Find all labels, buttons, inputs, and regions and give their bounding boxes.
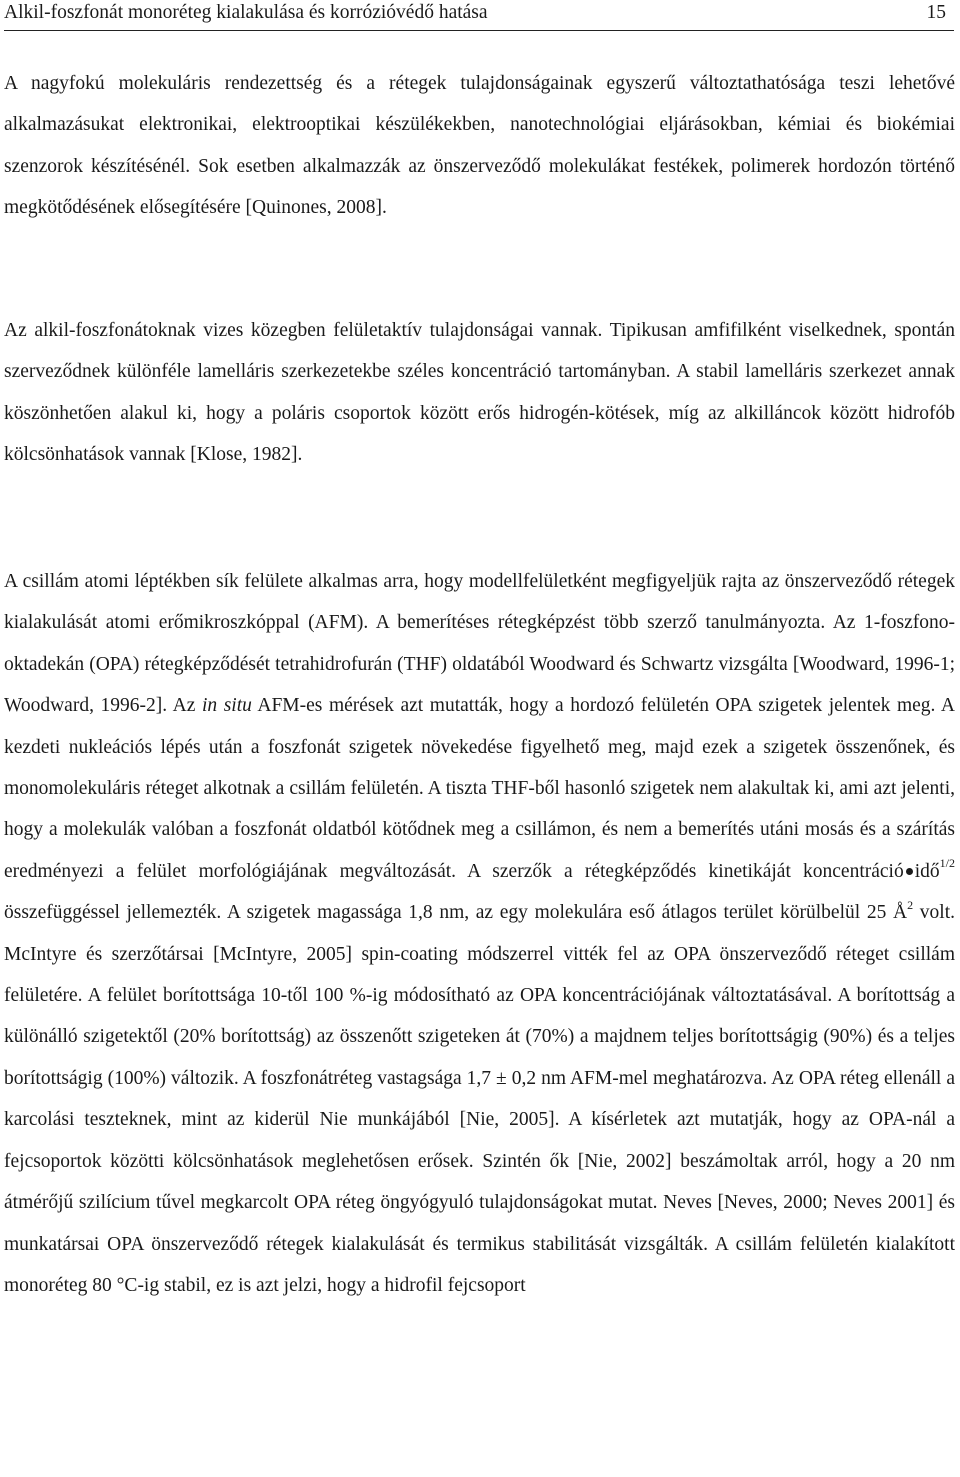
italic-term: in situ — [201, 695, 252, 717]
exponent: 2 — [907, 897, 914, 912]
multiplication-dot-icon — [906, 868, 913, 875]
paragraph-mica-afm-studies — [4, 561, 955, 1306]
page-number: 15 — [926, 2, 946, 23]
text-run: összefüggéssel jellemezték. A szigetek magassága 1,8 nm, az egy molekulára eső átlagos terület körülbelül 25 Å — [4, 902, 908, 924]
text-run: A csillám atomi léptékben sík felülete alkalmas arra, hogy modellfelületként megfigyeljük rajta az önszerveződő rétegek kialakulását atomi erőmikroszkóppal (AFM). A bemerítéses rétegképzést több szerző tanulmányozta. Az 1-foszfono-oktadekán (OPA) rétegképződését tetrahidrofurán (THF) oldatából Woodward és Schwartz vizsgálta [Woodward, 1996-1; Woodward, 1996-2]. Az — [4, 571, 955, 717]
text-run: idő — [914, 860, 940, 882]
running-header — [4, 0, 954, 31]
paragraph-surfactant-properties: Az alkil-foszfonátoknak vizes közegben felületaktív tulajdonságai vannak. Tipikusan amfifilként viselkednek, spontán szerveződnek különféle lamelláris szerkezetekbe széles koncentráció tartományban. A stabil lamelláris szerkezet annak köszönhetően alakul ki, hogy a poláris csoportok között erős hidrogén-kötések, míg az alkilláncok között hidrofób kölcsönhatások vannak [Klose, 1982]. — [4, 320, 955, 466]
paragraph-applications: A nagyfokú molekuláris rendezettség és a rétegek tulajdonságainak egyszerű változtathatósága teszi lehetővé alkalmazásukat elektronikai, elektrooptikai készülékekben, nanotechnológiai eljárásokban, kémiai és biokémiai szenzorok készítésénél. Sok esetben alkalmazzák az önszerveződő molekulákat festékek, polimerek hordozón történő megkötődésének elősegítésére [Quinones, 2008]. — [4, 73, 955, 219]
text-run: volt. McIntyre és szerzőtársai [McIntyre, 2005] spin-coating módszerrel vitték fel az OPA önszerveződő réteget csillám felületére. A felület borítottsága 10-től 100 %-ig módosítható az OPA koncentrációjának változtatásával. A borítottság a különálló szigetektől (20% borítottság) az összenőtt szigeteken át (70%) a majdnem teljes borítottságig (90%) és a teljes borítottságig (100%) változik. A foszfonátréteg vastagsága 1,7 ± 0,2 nm AFM-mel meghatározva. Az OPA réteg ellenáll a karcolási teszteknek, mint az kiderül Nie munkájából [Nie, 2005]. A kísérletek azt mutatják, hogy az OPA-nál a fejcsoportok közötti kölcsönhatások meglehetősen erősek. Szintén ők [Nie, 2002] beszámoltak arról, hogy a 20 nm átmérőjű szilícium tűvel megkarcolt OPA réteg öngyógyuló tulajdonságokat mutat. Neves [Neves, 2000; Neves 2001] és munkatársai OPA önszerveződő rétegek kialakulását és termikus stabilitását vizsgálták. A csillám felületén kialakított monoréteg 80 °C-ig stabil, ez is azt jelzi, hogy a hidrofil fejcsoport — [4, 902, 955, 1296]
text-run: AFM-es mérések azt mutatták, hogy a hordozó felületén OPA szigetek jelentek meg. A kezdeti nukleációs lépés után a foszfonát szigetek növekedése figyelhető meg, majd ezek a szigetek összenőnek, és monomolekuláris réteget alkotnak a csillám felületén. A tiszta THF-ből hasonló szigetek nem alakultak ki, ami azt jelenti, hogy a molekulák valóban a foszfonát oldatból kötődnek meg a csillámon, és nem a bemerítés utáni mosás és a szárítás eredményezi a felület morfológiájának megváltozását. A szerzők a rétegképződés kinetikáját koncentráció — [4, 695, 956, 882]
header-title: Alkil-foszfonát monoréteg kialakulása és korrózióvédő hatása — [4, 2, 488, 23]
exponent: 1/2 — [939, 856, 955, 871]
